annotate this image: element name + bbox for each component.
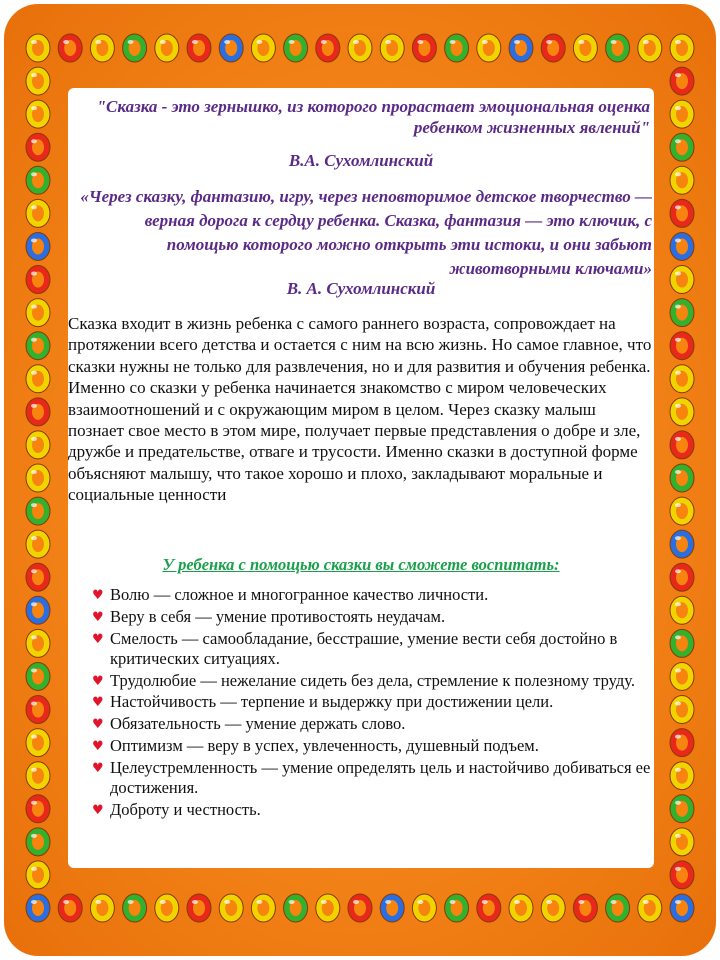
bead-shine <box>675 73 681 77</box>
bead-shine <box>417 40 423 44</box>
heart-icon: ♥ <box>92 739 104 755</box>
bead-shine <box>31 569 37 573</box>
bead-shine <box>31 272 37 276</box>
heart-icon: ♥ <box>92 802 104 818</box>
bead-shine <box>192 40 198 44</box>
bead-shine <box>450 900 456 904</box>
body-paragraph: Сказка входит в жизнь ребенка с самого раннего возраста, сопровождает на протяжении всего детства и остается с ним на всю жизнь. Но самое главное, что сказки нужны не только для развлечения, но и для развития и обучения ребенка. Именно со сказки у ребенка начинается знакомство с миром человеческих взаимоотношений и с окружающим миром в целом. Через сказку малыш познает свое место в этом мире, получает первые представления о добре и зле, дружбе и предательстве, отваге и трусости. Именно сказки в доступной форме объясняют малышу, что такое хорошо и плохо, закладывают моральные и социальные ценности <box>68 314 652 505</box>
heart-icon: ♥ <box>92 609 104 625</box>
bead-shine <box>31 503 37 507</box>
bead-shine <box>675 867 681 871</box>
quote-author-2: В. А. Сухомлинский <box>286 279 436 298</box>
list-item: ♥ Обязательность — умение держать слово. <box>68 714 654 734</box>
list-item: ♥ Оптимизм — веру в успех, увлеченность, душевный подъем. <box>68 736 654 756</box>
bead-shine <box>353 40 359 44</box>
bead-shine <box>675 536 681 540</box>
list-item: ♥ Волю — сложное и многогранное качество личности. <box>68 585 654 605</box>
list-item: ♥ Трудолюбие — нежелание сидеть без дела, стремление к полезному труду. <box>68 671 654 691</box>
bead-shine <box>31 106 37 110</box>
bead-shine <box>31 801 37 805</box>
bead-shine <box>289 40 295 44</box>
bead-shine <box>611 40 617 44</box>
bead-shine <box>675 238 681 242</box>
heart-icon: ♥ <box>92 588 104 603</box>
bead-shine <box>31 371 37 375</box>
bead-shine <box>675 735 681 739</box>
bead-shine <box>675 172 681 176</box>
bead-shine <box>611 900 617 904</box>
bead-shine <box>224 900 230 904</box>
bead-shine <box>546 40 552 44</box>
bead-shine <box>289 900 295 904</box>
bead-shine <box>675 305 681 309</box>
list-item: ♥ Настойчивость — терпение и выдержку при достижении цели. <box>68 692 654 712</box>
bead-shine <box>482 900 488 904</box>
bead-shine <box>675 437 681 441</box>
bead-shine <box>95 40 101 44</box>
bead-shine <box>482 40 488 44</box>
bead-shine <box>675 503 681 507</box>
list-item: ♥ Веру в себя — умение противостоять неудачам. <box>68 607 654 627</box>
bead-shine <box>675 602 681 606</box>
bead-shine <box>95 900 101 904</box>
bead-shine <box>675 834 681 838</box>
bead-shine <box>675 668 681 672</box>
bead-shine <box>675 702 681 706</box>
bead-shine <box>128 40 134 44</box>
bead-shine <box>578 900 584 904</box>
bead-shine <box>31 867 37 871</box>
bead-shine <box>160 40 166 44</box>
bead-shine <box>675 900 681 904</box>
bead-shine <box>31 238 37 242</box>
bead-shine <box>546 900 552 904</box>
heart-icon: ♥ <box>92 695 104 711</box>
bead-shine <box>31 40 37 44</box>
bead-shine <box>31 404 37 408</box>
bead-shine <box>675 569 681 573</box>
bead-shine <box>256 900 262 904</box>
bead-shine <box>31 536 37 540</box>
bead-shine <box>675 801 681 805</box>
heart-icon: ♥ <box>92 631 104 647</box>
bead-shine <box>31 900 37 904</box>
bead-shine <box>31 834 37 838</box>
bead-shine <box>417 900 423 904</box>
bead-shine <box>675 139 681 143</box>
bead-shine <box>31 338 37 342</box>
bead-shine <box>31 437 37 441</box>
bead-shine <box>31 702 37 706</box>
bead-shine <box>514 40 520 44</box>
bead-shine <box>321 40 327 44</box>
bead-shine <box>63 900 69 904</box>
bead-shine <box>31 205 37 209</box>
bead-shine <box>63 40 69 44</box>
bead-shine <box>321 900 327 904</box>
bead-shine <box>675 106 681 110</box>
quote-sukhomlinsky-1: "Сказка - это зернышко, из которого прорастает эмоциональная оценка ребенком жизненных явлений" <box>96 97 650 137</box>
bead-shine <box>31 172 37 176</box>
bead-shine <box>31 470 37 474</box>
bead-shine <box>224 40 230 44</box>
virtues-list <box>68 585 654 822</box>
bead-shine <box>31 305 37 309</box>
bead-shine <box>31 602 37 606</box>
bead-shine <box>675 404 681 408</box>
bead-shine <box>385 40 391 44</box>
bead-shine <box>31 668 37 672</box>
bead-shine <box>192 900 198 904</box>
bead-shine <box>353 900 359 904</box>
bead-shine <box>675 272 681 276</box>
bead-shine <box>675 205 681 209</box>
list-item: ♥ Целеустремленность — умение определять цель и настойчиво добиваться ее достижения. <box>92 757 651 798</box>
bead-shine <box>31 139 37 143</box>
bead-shine <box>31 768 37 772</box>
bead-shine <box>450 40 456 44</box>
bead-shine <box>675 635 681 639</box>
list-item: ♥ Доброту и честность. <box>68 800 654 820</box>
heart-icon: ♥ <box>92 673 104 689</box>
bead-shine <box>643 40 649 44</box>
bead-shine <box>31 73 37 77</box>
bead-shine <box>31 735 37 739</box>
bead-shine <box>675 768 681 772</box>
content-panel <box>68 88 654 868</box>
bead-shine <box>675 40 681 44</box>
bead-shine <box>578 40 584 44</box>
bead-shine <box>128 900 134 904</box>
bead-shine <box>514 900 520 904</box>
heart-icon: ♥ <box>92 760 104 776</box>
bead-shine <box>385 900 391 904</box>
quote-sukhomlinsky-2: «Через сказку, фантазию, игру, через неповторимое детское творчество — верная дорога к сердцу ребенка. Сказка, фантазия — это ключик, с помощью которого можно открыть эти истоки, и они забьют животворными ключами» <box>80 187 652 278</box>
heart-icon: ♥ <box>92 717 104 733</box>
quote-author-1: В.А. Сухомлинский <box>288 151 434 170</box>
virtues-heading: У ребенка с помощью сказки вы сможете воспитать: <box>162 555 560 574</box>
bead-shine <box>675 470 681 474</box>
bead-shine <box>256 40 262 44</box>
list-item: ♥ Смелость — самообладание, бесстрашие, умение вести себя достойно в критических ситуациях. <box>92 628 618 668</box>
bead-shine <box>643 900 649 904</box>
bead-shine <box>160 900 166 904</box>
bead-shine <box>675 338 681 342</box>
bead-shine <box>675 371 681 375</box>
bead-shine <box>31 635 37 639</box>
